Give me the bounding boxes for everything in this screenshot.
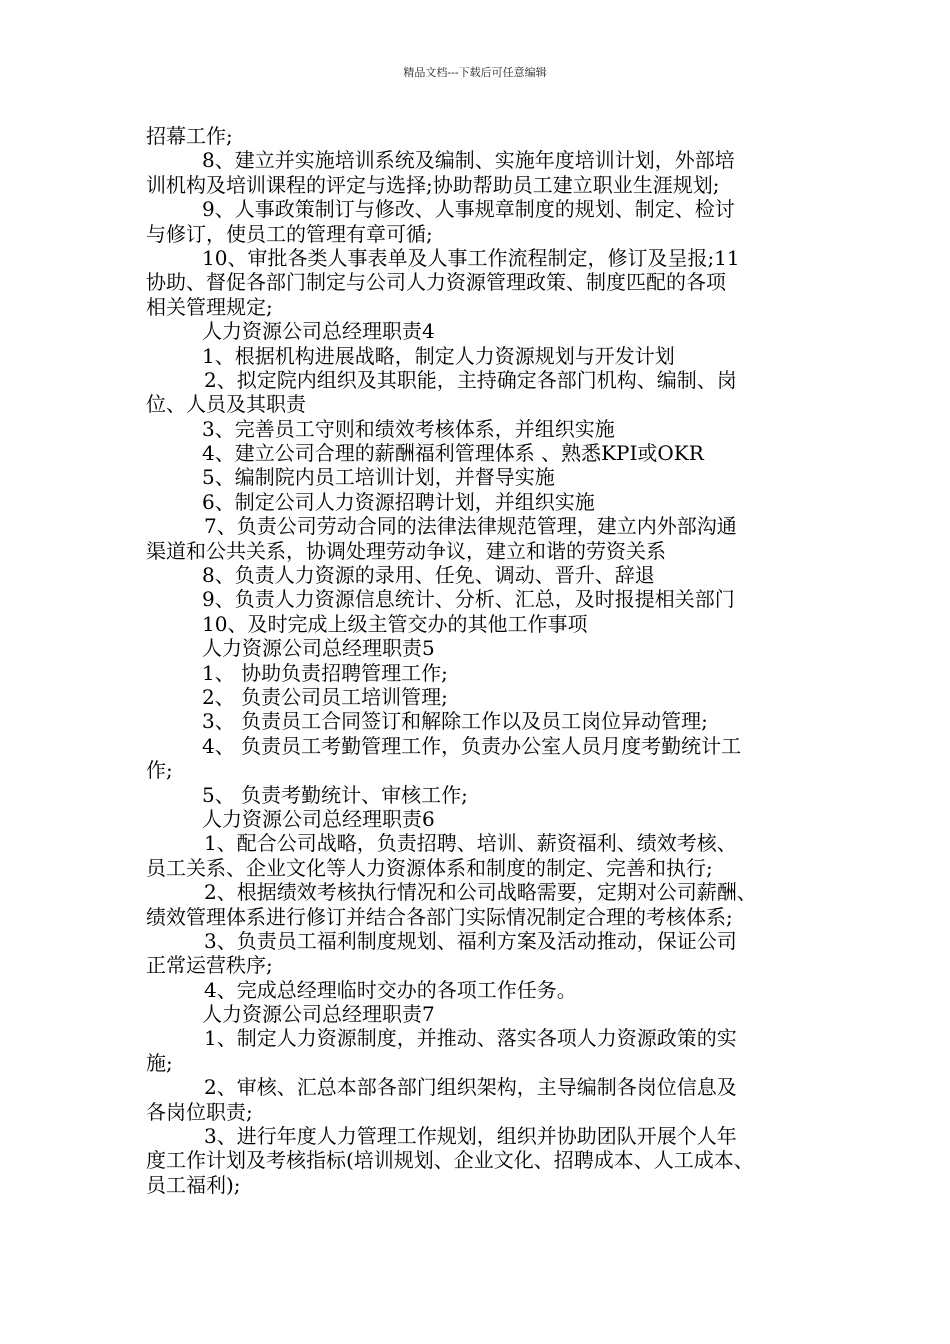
text-line: 3、完善员工守则和绩效考核体系，并组织实施	[202, 416, 615, 441]
text-line: 9、负责人力资源信息统计、分析、汇总，及时报提相关部门	[202, 587, 735, 612]
text-line: 员工关系、企业文化等人力资源体系和制度的制定、完善和执行;	[146, 855, 713, 880]
text-line: 人力资源公司总经理职责7	[202, 1002, 435, 1027]
text-line: 人力资源公司总经理职责6	[202, 806, 435, 831]
text-line: 人力资源公司总经理职责4	[202, 319, 435, 344]
text-line: 度工作计划及考核指标(培训规划、企业文化、招聘成本、人工成本、	[146, 1148, 754, 1173]
text-line: 2、拟定院内组织及其职能，主持确定各部门机构、编制、岗	[204, 367, 737, 392]
text-line: 10、及时完成上级主管交办的其他工作事项	[202, 611, 588, 636]
text-line: 10、审批各类人事表单及人事工作流程制定，修订及呈报;11	[202, 245, 740, 270]
text-line: 1、配合公司战略，负责招聘、培训、薪资福利、绩效考核、	[204, 831, 737, 856]
page-header: 精品文档---下载后可任意编辑	[403, 66, 547, 79]
text-line: 协助、督促各部门制定与公司人力资源管理政策、制度匹配的各项	[146, 270, 726, 295]
text-line: 训机构及培训课程的评定与选择;协助帮助员工建立职业生涯规划;	[146, 172, 720, 197]
text-line: 员工福利);	[146, 1172, 241, 1197]
text-line: 8、建立并实施培训系统及编制、实施年度培训计划，外部培	[202, 148, 735, 173]
text-line: 4、完成总经理临时交办的各项工作任务。	[204, 977, 577, 1002]
text-line: 作;	[146, 758, 173, 783]
text-line: 5、编制院内员工培训计划，并督导实施	[202, 465, 555, 490]
text-line: 人力资源公司总经理职责5	[202, 636, 435, 661]
document-body	[146, 124, 814, 1197]
text-line: 招幕工作;	[146, 124, 233, 148]
text-line: 与修订，使员工的管理有章可循;	[146, 221, 433, 246]
text-line: 1、制定人力资源制度，并推动、落实各项人力资源政策的实	[204, 1026, 737, 1051]
text-line: 9、人事政策制订与修改、人事规章制度的规划、制定、检讨	[202, 197, 735, 222]
text-line: 8、负责人力资源的录用、任免、调动、晋升、辞退	[202, 563, 655, 588]
text-line: 4、 负责员工考勤管理工作，负责办公室人员月度考勤统计工	[202, 733, 742, 758]
text-line: 5、 负责考勤统计、审核工作;	[202, 782, 468, 807]
text-line: 正常运营秩序;	[146, 953, 273, 978]
text-line: 3、进行年度人力管理工作规划，组织并协助团队开展个人年	[204, 1124, 737, 1149]
text-line: 渠道和公共关系，协调处理劳动争议，建立和谐的劳资关系	[146, 538, 666, 563]
text-line: 7、负责公司劳动合同的法律法律规范管理，建立内外部沟通	[204, 514, 737, 539]
text-line: 1、根据机构进展战略，制定人力资源规划与开发计划	[202, 343, 675, 368]
text-line: 2、审核、汇总本部各部门组织架构，主导编制各岗位信息及	[204, 1075, 737, 1100]
text-line: 3、负责员工福利制度规划、福利方案及活动推动，保证公司	[204, 928, 737, 953]
text-line: 位、人员及其职责	[146, 392, 306, 417]
text-line: 2、 负责公司员工培训管理;	[202, 684, 448, 709]
text-line: 3、 负责员工合同签订和解除工作以及员工岗位异动管理;	[202, 709, 708, 734]
text-line: 各岗位职责;	[146, 1099, 253, 1124]
text-line: 1、 协助负责招聘管理工作;	[202, 660, 448, 685]
text-line: 绩效管理体系进行修订并结合各部门实际情况制定合理的考核体系;	[146, 904, 733, 929]
text-line: 4、建立公司合理的薪酬福利管理体系 、熟悉KPI或OKR	[202, 441, 704, 466]
text-line: 相关管理规定;	[146, 294, 273, 319]
text-line: 6、制定公司人力资源招聘计划，并组织实施	[202, 489, 595, 514]
text-line: 2、根据绩效考核执行情况和公司战略需要，定期对公司薪酬、	[204, 880, 757, 905]
text-line: 施;	[146, 1050, 173, 1075]
